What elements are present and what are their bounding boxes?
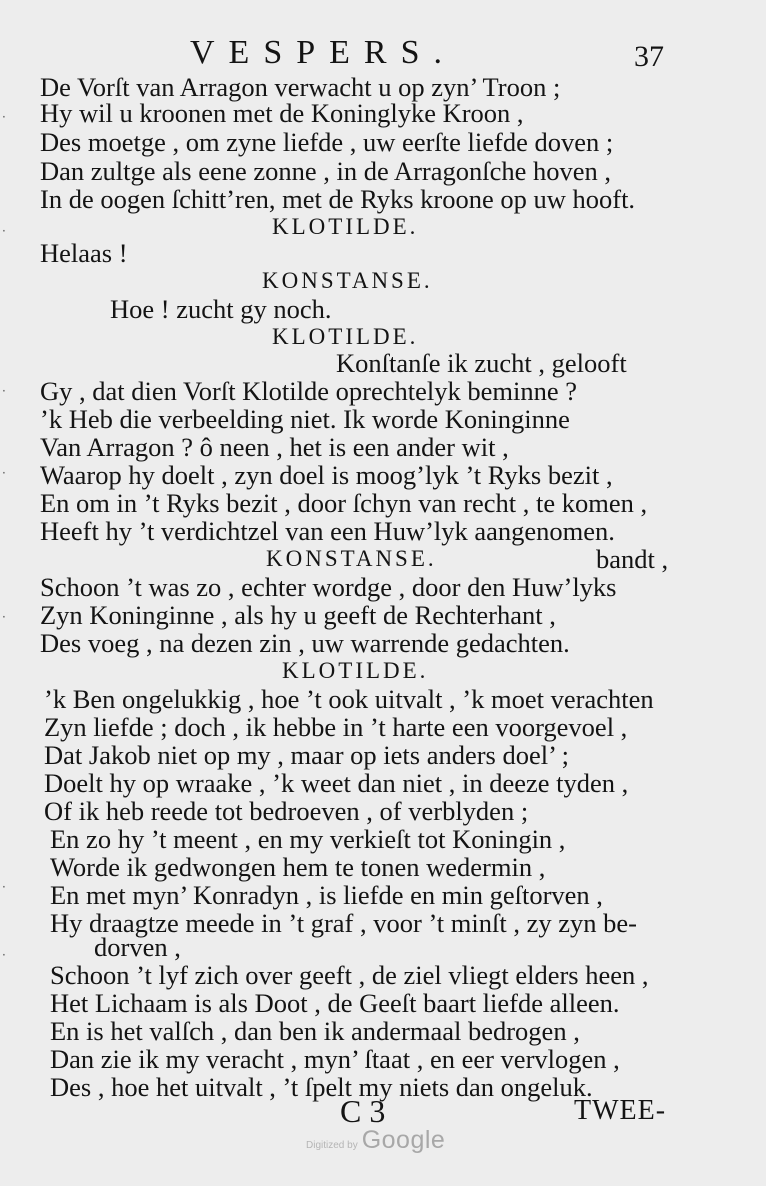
- margin-speck: ·: [2, 880, 6, 894]
- margin-speck: ·: [2, 384, 6, 398]
- verse-line: Gy , dat dien Vorſt Klotilde oprechtelyk beminne ?: [40, 376, 578, 406]
- margin-speck: ·: [2, 110, 6, 124]
- speaker-heading: KLOTILDE.: [282, 658, 429, 683]
- verse-line: Zyn Koninginne , als hy u geeft de Rechterhant ,: [40, 600, 556, 630]
- verse-line: Dat Jakob niet op my , maar op iets anders doel’ ;: [44, 740, 569, 770]
- verse-line: En om in ’t Ryks bezit , door ſchyn van recht , te komen ,: [40, 488, 648, 518]
- page-number: 37: [634, 40, 664, 73]
- verse-line: In de oogen ſchitt’ren, met de Ryks kroone op uw hooft.: [40, 184, 636, 214]
- verse-line: Waarop hy doelt , zyn doel is moog’lyk ’t Ryks bezit ,: [40, 460, 613, 490]
- verse-line: Het Lichaam is als Doot , de Geeſt baart liefde alleen.: [50, 988, 620, 1018]
- verse-line: En is het valſch , dan ben ik andermaal bedrogen ,: [50, 1016, 580, 1046]
- verse-line: Schoon ’t was zo , echter wordge , door den Huw’lyks: [40, 572, 617, 602]
- verse-line: Of ik heb reede tot bedroeven , of verblyden ;: [44, 796, 529, 826]
- verse-line: Konſtanſe ik zucht , gelooft: [336, 348, 627, 378]
- running-title: VESPERS.: [190, 34, 456, 71]
- verse-line: Hy draagtze meede in ’t graf , voor ’t minſt , zy zyn be-: [50, 908, 637, 938]
- speaker-heading: KLOTILDE.: [272, 214, 419, 239]
- margin-speck: ·: [2, 466, 6, 480]
- verse-line: Des , hoe het uitvalt , ’t ſpelt my niets dan ongeluk.: [50, 1072, 593, 1102]
- verse-line: dorven ,: [94, 932, 181, 962]
- speaker-heading: KLOTILDE.: [272, 324, 419, 349]
- signature-mark: C 3: [340, 1093, 386, 1129]
- margin-speck: ·: [2, 948, 6, 962]
- verse-line: Des voeg , na dezen zin , uw warrende gedachten.: [40, 628, 570, 658]
- verse-line: Helaas !: [40, 238, 128, 268]
- verse-line: De Vorſt van Arragon verwacht u op zyn’ Troon ;: [40, 72, 561, 102]
- verse-line: Hoe ! zucht gy noch.: [110, 294, 332, 324]
- verse-line: En met myn’ Konradyn , is liefde en min geſtorven ,: [50, 880, 603, 910]
- verse-line: ’k Heb die verbeelding niet. Ik worde Koninginne: [40, 404, 570, 434]
- verse-line: Zyn liefde ; doch , ik hebbe in ’t harte een voorgevoel ,: [44, 712, 628, 742]
- digitization-watermark: [306, 1126, 445, 1155]
- verse-line: Van Arragon ? ô neen , het is een ander wit ,: [40, 432, 509, 462]
- verse-line: En zo hy ’t meent , en my verkieſt tot Koningin ,: [50, 824, 566, 854]
- verse-line: Hy wil u kroonen met de Koninglyke Kroon ,: [40, 98, 524, 128]
- watermark-prefix: Digitized by: [306, 1140, 358, 1151]
- verse-line: ’k Ben ongelukkig , hoe ’t ook uitvalt , ’k moet verachten: [44, 684, 654, 714]
- speaker-heading: KONSTANSE.: [266, 546, 437, 571]
- verse-line: Heeft hy ’t verdichtzel van een Huw’lyk aangenomen.: [40, 516, 615, 546]
- margin-speck: ·: [2, 224, 6, 238]
- page-header: [0, 34, 766, 74]
- margin-speck: ·: [2, 610, 6, 624]
- catchword: TWEE-: [574, 1095, 667, 1126]
- verse-line: Dan zultge als eene zonne , in de Arragonſche hoven ,: [40, 156, 612, 186]
- turnover-word: bandt ,: [596, 544, 669, 574]
- verse-line: Des moetge , om zyne liefde , uw eerſte liefde doven ;: [40, 127, 614, 157]
- speaker-heading: KONSTANSE.: [262, 268, 433, 293]
- verse-line: Worde ik gedwongen hem te tonen wedermin ,: [50, 852, 546, 882]
- verse-line: Dan zie ik my veracht , myn’ ſtaat , en eer vervlogen ,: [50, 1044, 620, 1074]
- verse-line: Schoon ’t lyf zich over geeft , de ziel vliegt elders heen ,: [50, 960, 649, 990]
- watermark-brand: Google: [361, 1126, 446, 1154]
- verse-line: Doelt hy op wraake , ’k weet dan niet , in deeze tyden ,: [44, 768, 629, 798]
